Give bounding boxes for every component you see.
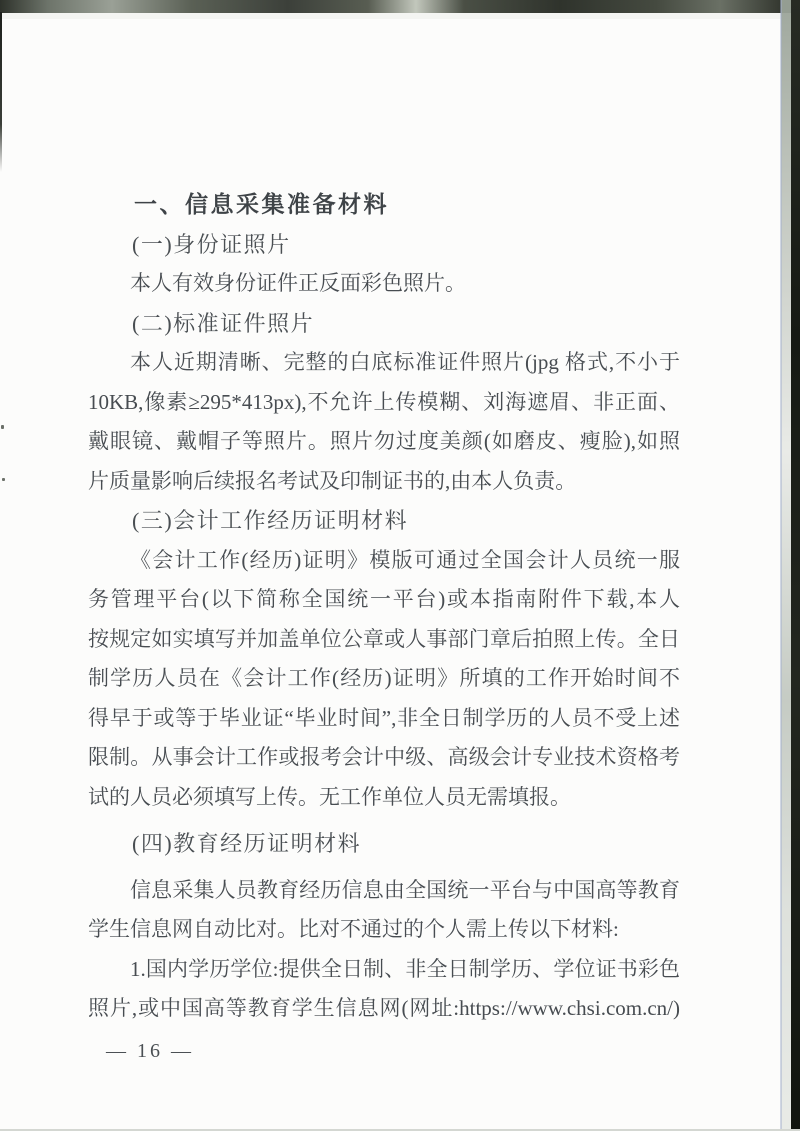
text-line: 信息采集人员教育经历信息由全国统一平台与中国高等教育 xyxy=(130,877,680,902)
scan-speck xyxy=(1,425,4,429)
text-line: 制学历人员在《会计工作(经历)证明》所填的工作开始时间不 xyxy=(88,666,680,690)
text-line: 限制。从事会计工作或报考会计中级、高级会计专业技术资格考 xyxy=(88,745,680,769)
document-subheading: (四)教育经历证明材料 xyxy=(132,831,362,856)
scan-edge-right-band xyxy=(781,0,791,1131)
scan-speck xyxy=(2,478,5,481)
page-number: — 16 — xyxy=(106,1040,194,1062)
scan-edge-left-line xyxy=(0,12,2,172)
text-line: 本人近期清晰、完整的白底标准证件照片(jpg 格式,不小于 xyxy=(130,350,680,374)
scan-edge-top xyxy=(0,0,800,13)
text-line: 10KB,像素≥295*413px),不允许上传模糊、刘海遮眉、非正面、 xyxy=(88,389,680,414)
text-line: 1.国内学历学位:提供全日制、非全日制学历、学位证书彩色 xyxy=(130,956,680,981)
text-line: 本人有效身份证件正反面彩色照片。 xyxy=(130,271,466,295)
document-text-block xyxy=(88,185,680,1029)
text-line: 得早于或等于毕业证“毕业时间”,非全日制学历的人员不受上述 xyxy=(88,705,680,730)
text-line: 务管理平台(以下简称全国统一平台)或本指南附件下载,本人 xyxy=(88,587,680,611)
text-line: 照片,或中国高等教育学生信息网(网址:https://www.chsi.com.cn/) xyxy=(88,996,680,1020)
scan-edge-right-line xyxy=(780,0,782,1131)
scan-edge-right-dark xyxy=(791,0,800,1131)
text-line: 试的人员必须填写上传。无工作单位人员无需填报。 xyxy=(88,784,571,809)
text-line: 戴眼镜、戴帽子等照片。照片勿过度美颜(如磨皮、瘦脸),如照 xyxy=(88,429,680,453)
text-line: 片质量影响后续报名考试及印制证书的,由本人负责。 xyxy=(88,468,577,493)
text-line: 《会计工作(经历)证明》模版可通过全国会计人员统一服 xyxy=(130,547,680,572)
scan-edge-top-sliver xyxy=(0,13,800,19)
document-subheading: (三)会计工作经历证明材料 xyxy=(132,508,409,533)
text-line: 学生信息网自动比对。比对不通过的个人需上传以下材料: xyxy=(88,917,619,941)
document-heading: 一、信息采集准备材料 xyxy=(134,191,389,217)
document-subheading: (二)标准证件照片 xyxy=(132,310,315,336)
document-subheading: (一)身份证照片 xyxy=(132,231,291,257)
text-line: 按规定如实填写并加盖单位公章或人事部门章后拍照上传。全日 xyxy=(88,626,680,651)
